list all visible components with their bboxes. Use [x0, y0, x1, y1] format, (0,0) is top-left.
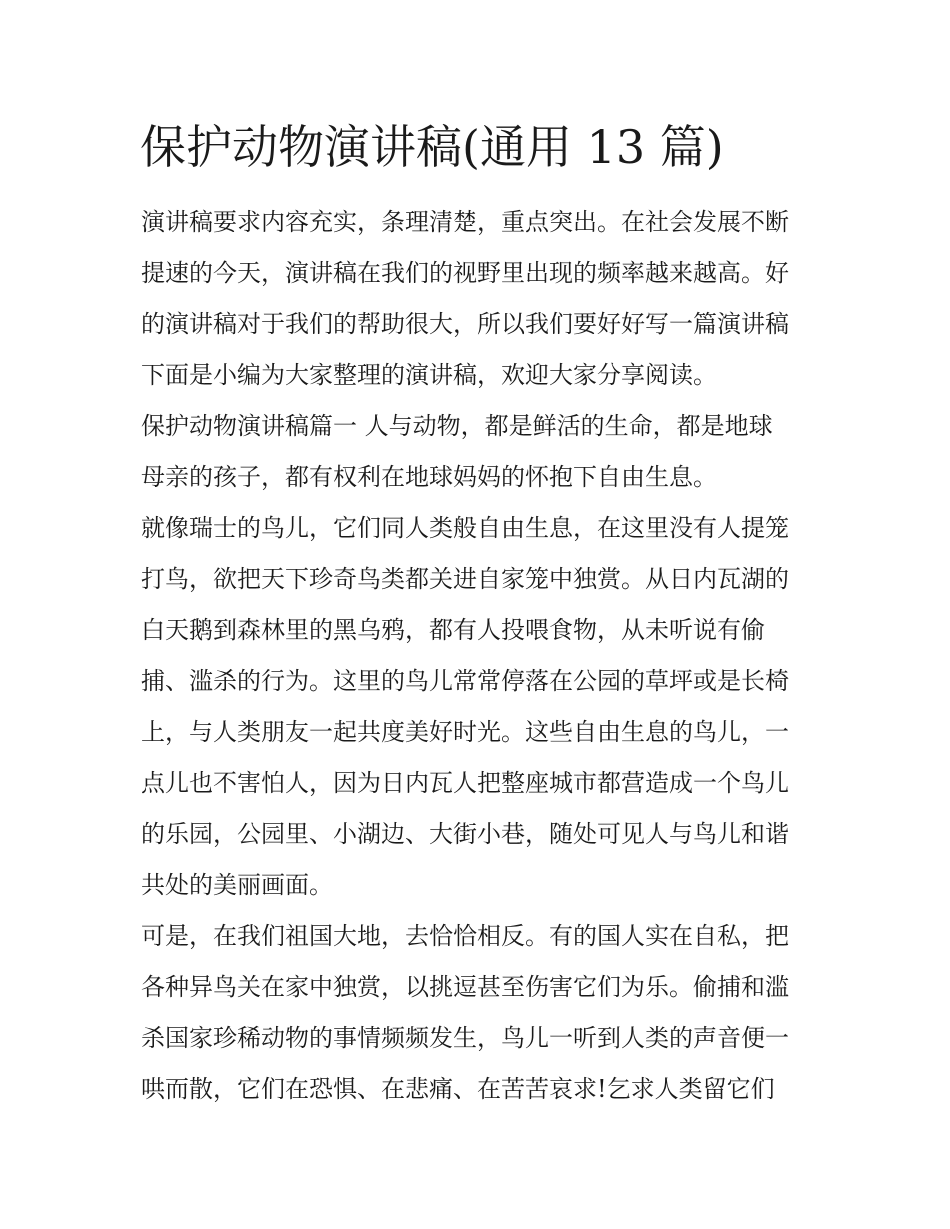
text-line: 提速的今天，演讲稿在我们的视野里出现的频率越来越高。好 [141, 259, 789, 287]
text-line: 的乐园，公园里、小湖边、大街小巷，随处可见人与鸟儿和谐 [141, 820, 789, 848]
text-line: 可是，在我们祖国大地，去恰恰相反。有的国人实在自私，把 [141, 922, 789, 950]
text-line: 杀国家珍稀动物的事情频频发生，鸟儿一听到人类的声音便一 [141, 1024, 789, 1052]
text-line: 共处的美丽画面。 [141, 871, 333, 899]
text-line: 打鸟，欲把天下珍奇鸟类都关进自家笼中独赏。从日内瓦湖的 [141, 565, 789, 593]
text-line: 就像瑞士的鸟儿，它们同人类般自由生息，在这里没有人提笼 [141, 514, 789, 542]
document-body [141, 197, 821, 1115]
text-line: 演讲稿要求内容充实，条理清楚，重点突出。在社会发展不断 [141, 208, 789, 236]
text-line: 各种异鸟关在家中独赏，以挑逗甚至伤害它们为乐。偷捕和滥 [141, 973, 789, 1001]
text-line: 保护动物演讲稿篇一 人与动物，都是鲜活的生命，都是地球 [141, 412, 773, 440]
text-line: 捕、滥杀的行为。这里的鸟儿常常停落在公园的草坪或是长椅 [141, 667, 789, 695]
text-line: 点儿也不害怕人，因为日内瓦人把整座城市都营造成一个鸟儿 [141, 769, 789, 797]
text-line: 哄而散，它们在恐惧、在悲痛、在苦苦哀求!乞求人类留它们 [141, 1075, 775, 1103]
document-title: 保护动物演讲稿(通用 13 篇) [140, 120, 724, 174]
text-line: 母亲的孩子，都有权利在地球妈妈的怀抱下自由生息。 [141, 463, 717, 491]
text-line: 白天鹅到森林里的黑乌鸦，都有人投喂食物，从未听说有偷 [141, 616, 765, 644]
text-line: 上，与人类朋友一起共度美好时光。这些自由生息的鸟儿，一 [141, 718, 789, 746]
text-line: 的演讲稿对于我们的帮助很大，所以我们要好好写一篇演讲稿 [141, 310, 789, 338]
text-line: 下面是小编为大家整理的演讲稿，欢迎大家分享阅读。 [141, 361, 717, 389]
